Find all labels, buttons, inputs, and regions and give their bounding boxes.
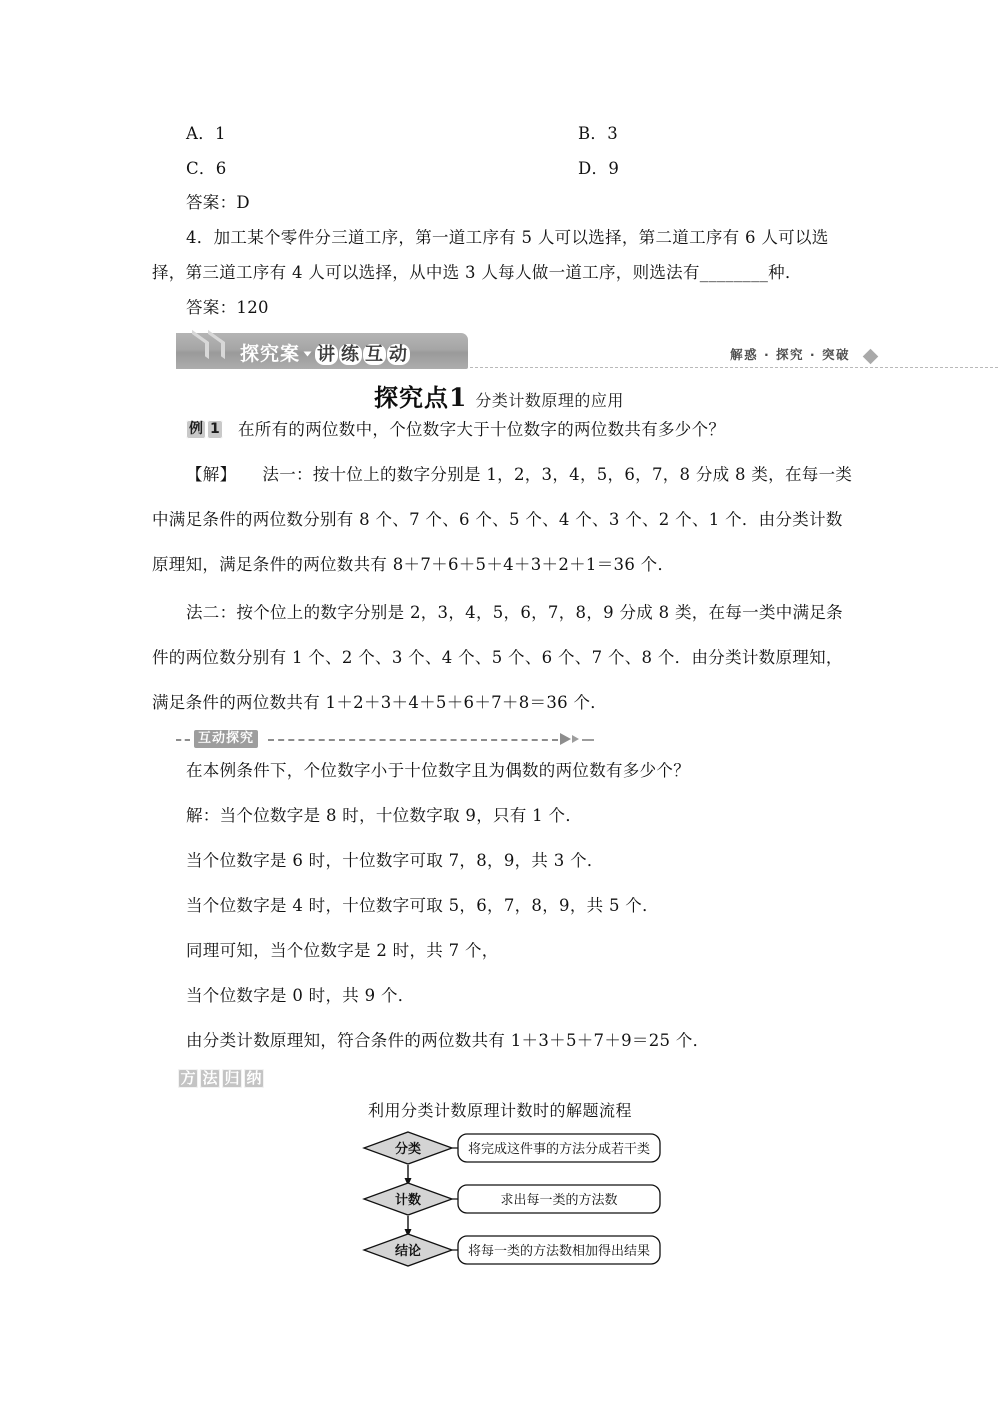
explore-point-subject: 分类计数原理的应用: [475, 391, 624, 410]
interactive-step-6: 由分类计数原理知，符合条件的两位数共有 1＋3＋5＋7＋9＝25 个．: [186, 1031, 710, 1050]
solution-method-2-line-3: 满足条件的两位数共有 1＋2＋3＋4＋5＋6＋7＋8＝36 个．: [152, 693, 608, 712]
flow-detail-2: 求出每一类的方法数: [500, 1193, 618, 1208]
flow-stage-2: 计数: [394, 1193, 422, 1208]
arrow-right-icon-small: [572, 735, 579, 743]
diamond-bullet-icon: [863, 349, 879, 365]
arrow-right-icon: [560, 733, 571, 745]
banner-title-main: 探究案: [240, 343, 301, 365]
interactive-step-5: 当个位数字是 0 时，共 9 个．: [186, 986, 415, 1005]
solution-method-1-line-3: 原理知，满足条件的两位数共有 8＋7＋6＋5＋4＋3＋2＋1＝36 个．: [152, 555, 675, 574]
interactive-step-1: 解：当个位数字是 8 时，十位数字取 9，只有 1 个．: [186, 806, 583, 825]
method-summary-badge: [178, 1068, 266, 1088]
solution-method-1-line-1: [186, 464, 852, 486]
answer-question-3: 答案：D: [186, 193, 250, 212]
banner-chip-2: 练: [341, 344, 361, 365]
example-badge: [186, 418, 224, 439]
method-badge-char-2: 法: [200, 1069, 220, 1088]
choice-option-d: D．9: [578, 159, 620, 178]
flowchart: [340, 1128, 700, 1273]
divider-dash-left: [176, 739, 190, 741]
solution-label: 【解】: [186, 465, 237, 484]
choice-option-c: C．6: [186, 159, 227, 178]
method-1-text-1: 法一：按十位上的数字分别是 1，2，3，4，5，6，7，8 分成 8 类，在每一类: [262, 465, 853, 484]
divider-label: 互动探究: [194, 730, 258, 748]
solution-method-2-line-2: 件的两位数分别有 1 个、2 个、3 个、4 个、5 个、6 个、7 个、8 个．由分类计数原理知，: [152, 648, 843, 667]
method-badge-char-3: 归: [222, 1069, 242, 1088]
divider-dash-right: [268, 739, 558, 741]
question-4-line-2: 择，第三道工序有 4 人可以选择，从中选 3 人每人做一道工序，则选法有________种．: [152, 263, 802, 282]
explore-point-label: 探究点: [374, 384, 449, 412]
method-badge-char-1: 方: [178, 1069, 198, 1088]
banner-title: [240, 339, 411, 366]
flowchart-title: 利用分类计数原理计数时的解题流程: [367, 1101, 632, 1120]
solution-method-2-line-1: 法二：按个位上的数字分别是 2，3，4，5，6，7，8，9 分成 8 类，在每一类中满足条: [186, 603, 843, 622]
interactive-step-3: 当个位数字是 4 时，十位数字可取 5，6，7，8，9，共 5 个．: [186, 896, 659, 915]
explore-point-number: 1: [449, 383, 467, 412]
choice-option-b: B．3: [578, 124, 619, 143]
question-4-line-1: 4．加工某个零件分三道工序，第一道工序有 5 人可以选择，第二道工序有 6 人可以选: [186, 228, 829, 247]
section-banner: [176, 333, 882, 373]
banner-dashed-rule: [470, 367, 1000, 368]
banner-chip-3: 互: [365, 344, 385, 365]
interactive-prompt: 在本例条件下，个位数字小于十位数字且为偶数的两位数有多少个？: [186, 761, 690, 780]
banner-chip-4: 动: [389, 344, 409, 365]
example-question: 在所有的两位数中，个位数字大于十位数字的两位数共有多少个？: [238, 420, 726, 439]
divider-dash-tail: [582, 739, 594, 741]
flow-stage-1: 分类: [394, 1142, 422, 1157]
choice-option-a: A．1: [186, 124, 226, 143]
example-badge-char-1: 例: [186, 420, 206, 439]
banner-chip-1: 讲: [317, 344, 337, 365]
banner-subtitle: 解惑 · 探究 · 突破: [730, 347, 850, 362]
interactive-explore-divider: [176, 730, 596, 750]
separator-triangle-icon: [304, 352, 312, 357]
flow-detail-3: 将每一类的方法数相加得出结果: [467, 1244, 651, 1259]
flow-stage-3: 结论: [394, 1244, 422, 1259]
answer-question-4: 答案：120: [186, 298, 269, 317]
explore-point-heading: [374, 378, 624, 413]
example-badge-char-2: 1: [207, 420, 223, 439]
solution-method-1-line-2: 中满足条件的两位数分别有 8 个、7 个、6 个、5 个、4 个、3 个、2 个、1 个．由分类计数: [152, 510, 843, 529]
method-badge-char-4: 纳: [244, 1069, 264, 1088]
interactive-step-2: 当个位数字是 6 时，十位数字可取 7，8，9，共 3 个．: [186, 851, 604, 870]
interactive-step-4: 同理可知，当个位数字是 2 时，共 7 个，: [186, 941, 499, 960]
flow-detail-1: 将完成这件事的方法分成若干类: [467, 1142, 651, 1157]
